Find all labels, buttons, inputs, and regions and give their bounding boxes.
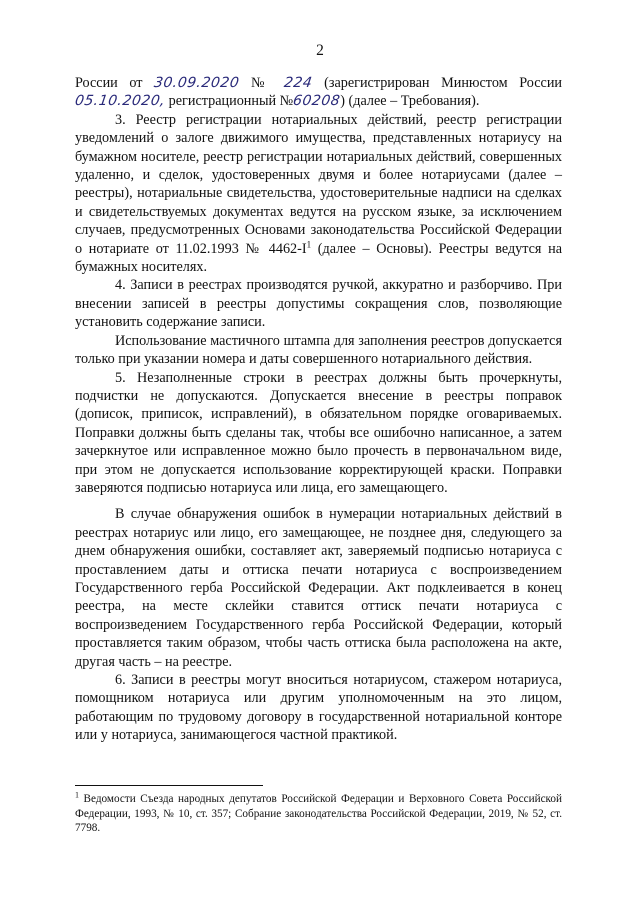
paragraph-4-stamp: Использование мастичного штампа для заполнения реестров допускается только при указании номера и даты совершенного нотариального действия. xyxy=(75,332,562,368)
footnote-number: 1 xyxy=(75,790,79,800)
paragraph-4: 4. Записи в реестрах производятся ручкой, аккуратно и разборчиво. При внесении записей в реестры допустимы сокращения слов, позволяющие установить содержание записи. xyxy=(75,277,562,331)
paragraph-3: 3. Реестр регистрации нотариальных действий, реестр регистрации уведомлений о залоге движимого имущества, представленных нотариусу на бумажном носителе, реестр регистрации нотариальных действий, совершенных удаленно, и сделок, удостоверенных двумя и более нотариусами (далее – реестры), нотариальные свидетельства, удостоверительные надписи на сделках и свидетельствуемых документах ведутся на русском языке, за исключением случаев, предусмотренных Основами законодательства Российской Федерации о нотариате от 11.02.1993 № $4462-I^1$ (далее – Основы). Реестры ведутся на бумажных носителях. xyxy=(75,111,562,276)
handwritten-number: 224 xyxy=(283,75,314,91)
footnote-separator xyxy=(75,785,263,786)
paragraph-5-errors: В случае обнаружения ошибок в нумерации нотариальных действий в реестрах нотариус или лицо, его замещающее, не позднее дня, следующего за днем обнаружения ошибки, составляет акт, заверяемый подписью нотариуса с проставлением даты и оттиска печати нотариуса с воспроизведением Государственного герба Российской Федерации. Акт подклеивается в конец реестра, на месте склейки ставится оттиск печати нотариуса с воспроизведением Государственного герба Российской Федерации, который проставляется таким образом, чтобы часть оттиска была расположена на акте, другая часть – на реестре. xyxy=(75,506,562,670)
paragraph-intro: России от 30.09.2020 № 224 (зарегистрирован Минюстом России 05.10.2020, регистрационный №60208) (далее – Требования). xyxy=(73,75,563,110)
paragraph-6: 6. Записи в реестры могут вноситься нотариусом, стажером нотариуса, помощником нотариуса или другим уполномоченным на это лицом, работающим по трудовому договору в государственной нотариальной конторе или у нотариуса, занимающегося частной практикой. xyxy=(75,672,562,744)
handwritten-registration-number: 60208 xyxy=(292,93,342,110)
handwritten-date: 30.09.2020 xyxy=(153,75,241,91)
page-number: 2 xyxy=(316,42,324,59)
footnote-ref: 1 xyxy=(306,238,312,249)
handwritten-registration-date: 05.10.2020, xyxy=(73,93,167,110)
paragraph-5: 5. Незаполненные строки в реестрах должны быть прочеркнуты, подчистки не допускаются. Допускается внесение в реестры поправок (дописок, приписок, исправлений), в обязательном порядке оговариваемых. Поправки должны быть сделаны так, чтобы все ошибочно написанное, а затем зачеркнутое или исправленное можно было прочесть в первоначальном виде, при этом не допускается использование корректирующей краски. Поправки заверяются подписью нотариуса или лица, его замещающего. xyxy=(75,369,562,496)
document-body xyxy=(75,74,562,745)
footnote-text: Ведомости Съезда народных депутатов Российской Федерации и Верховного Совета Российской Федерации, 1993, № 10, ст. 357; Собрание законодательства Российской Федерации, 2019, № 52, ст. 7798. xyxy=(75,793,562,834)
footnote xyxy=(75,792,562,836)
